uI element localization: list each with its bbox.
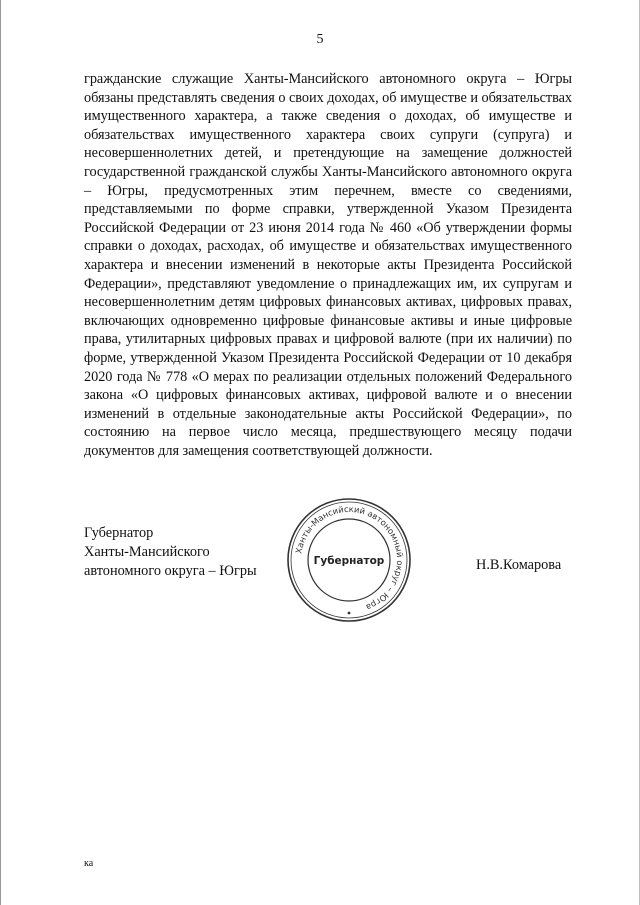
seal-center-text: Губернатор [313,555,385,567]
signatory-title-line-1: Губернатор [84,525,154,541]
signatory-title-line-2: Ханты-Мансийского [84,544,210,560]
official-seal-stamp [286,497,412,623]
signatory-name: Н.В.Комарова [476,557,562,573]
seal-dot [348,612,351,615]
signatory-title-line-3: автономного округа – Югры [84,563,257,579]
signatory-title [84,524,257,581]
footer-code: ка [84,858,94,869]
seal-ring-text: Ханты-Мансийский автономный округ – Югра [293,503,406,613]
body-paragraph: гражданские служащие Ханты-Мансийского автономного округа – Югры обязаны представлять сведения о своих доходах, об имуществе и обязательствах имущественного характера, а также сведения о доходах, об имуществе и обязательствах имущественного характера своих супруги (супруга) и несовершеннолетних детей, и претендующие на замещение должностей государственной гражданской службы Ханты-Мансийского автономного округа – Югры, предусмотренных этим перечнем, вместе со сведениями, представляемыми по форме справки, утвержденной Указом Президента Российской Федерации от 23 июня 2014 года № 460 «Об утверждении формы справки о доходах, расходах, об имуществе и обязательствах имущественного характера и внесении изменений в некоторые акты Президента Российской Федерации», представляют уведомление о принадлежащих им, их супругам и несовершеннолетним детям цифровых финансовых активах, цифровых правах, включающих одновременно цифровые финансовые активы и иные цифровые права, утилитарных цифровых правах и цифровой валюте (при их наличии) по форме, утвержденной Указом Президента Российской Федерации от 10 декабря 2020 года № 778 «О мерах по реализации отдельных положений Федерального закона «О цифровых финансовых активах, цифровой валюте и о внесении изменений в отдельные законодательные акты Российской Федерации», по состоянию на первое число месяца, предшествующего месяцу подачи документов для замещения соответствующей должности. [84,71,572,459]
page-left-edge [0,0,1,905]
page-number: 5 [316,32,324,47]
